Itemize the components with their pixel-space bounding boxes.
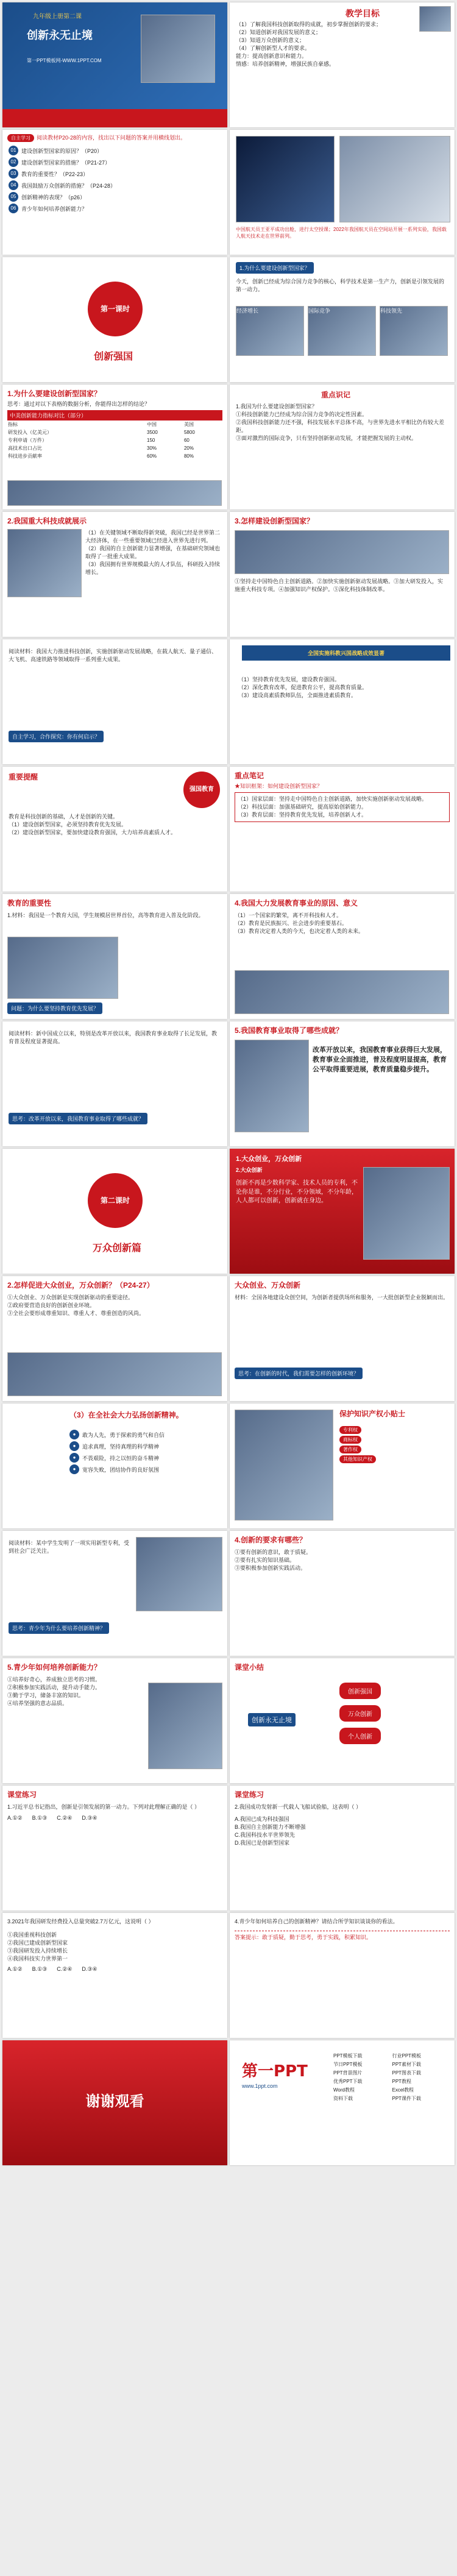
promote-title: 2.怎样促进大众创业，万众创新？（P24-27） [7, 1281, 154, 1290]
notes-item: （3）教育层面：坚持教育优先发展，培养创新人才。 [238, 812, 367, 818]
item-text: 我国鼓励万众创新的措施？（P24-28） [21, 182, 116, 189]
slide-student-invention [2, 1531, 227, 1656]
slide-education-achievements [230, 1021, 455, 1146]
brand-link[interactable]: PPT模板下载 [333, 2053, 363, 2059]
list-item [9, 146, 227, 155]
slide-mass-innovation [230, 1149, 455, 1274]
list-item [339, 1436, 378, 1444]
notes-sub: ★知识框架：如何建设创新型国家？ [235, 783, 323, 789]
table-cell: 60% [147, 453, 157, 459]
ex3-question: 3.2021年我国研发经费投入总量突破2.7万亿元，这说明（ ） [7, 1918, 154, 1925]
notes-item: （2）科技层面：加强基础研究，提高原始创新能力。 [238, 804, 367, 811]
brand-link[interactable]: 节日PPT模板 [333, 2062, 363, 2067]
table-cell: 指标 [8, 422, 18, 427]
brand-link[interactable]: PPT课件下载 [392, 2096, 422, 2101]
cover-title: 创新永无止境 [27, 29, 93, 41]
table-cell: 60 [183, 438, 190, 443]
cover-subtitle: 第一PPT模板网-WWW.1PPT.COM [27, 58, 102, 63]
slide-ip [230, 1403, 455, 1528]
notes-item: （1）国家层面：坚持走中国特色自主创新道路，加快实施创新驱动发展战略。 [238, 796, 428, 802]
list-item [339, 1455, 378, 1463]
summary-branch: 万众创新 [339, 1705, 381, 1722]
youth-title: 5.青少年如何培养创新能力？ [7, 1663, 102, 1672]
table-cell: 3500 [147, 430, 158, 435]
brand-link[interactable]: PPT素材下载 [392, 2062, 422, 2067]
item-text: 教育的重要性？（P22-23） [21, 171, 89, 177]
tag-label: 国际竞争 [308, 308, 331, 314]
ip-title: 保护知识产权小贴士 [339, 1410, 406, 1418]
list-item [9, 180, 227, 190]
slide-objectives [230, 2, 455, 127]
summary-branch: 创新强国 [339, 1683, 381, 1699]
slide-summary [230, 1658, 455, 1783]
brand-link[interactable]: PPT教程 [392, 2079, 412, 2084]
item-text: 建设创新型国家的原因？（P20） [21, 147, 103, 154]
brand-url[interactable]: www.1ppt.com [242, 2083, 278, 2089]
slide-youth [2, 1658, 227, 1783]
edu-ach-text: 改革开放以来，我国教育事业获得巨大发展，教育事业全面推进，普及程度明显提高，教育公平取得重要进展，教育质量稳步提升。 [313, 1046, 447, 1073]
mass-text: 创新不再是少数科学家、技术人员的专利，不论你是谁，不分行业，不分领域，不分年龄，人人都可以创新，创新就在身边。 [236, 1180, 358, 1204]
objectives-photo [419, 6, 451, 32]
option[interactable]: A.①② [7, 1966, 23, 1973]
item-text: 创新精神的表现？（p26） [21, 194, 86, 200]
slide-key-points [230, 385, 455, 509]
brand-link[interactable]: 资料下载 [333, 2096, 353, 2101]
table-row [7, 444, 221, 452]
tag-photo [236, 306, 304, 356]
list-item [69, 1464, 165, 1474]
item-number: 06 [9, 204, 18, 213]
reminder-text: 教育是科技创新的基础，人才是创新的关键。 （1）建设创新型国家，必须坚持教育优先发展。 （2）建设创新型国家，要加快建设教育强国，大力培养高素质人才。 [9, 814, 177, 836]
item-number: 03 [9, 169, 18, 179]
table-row [7, 452, 221, 460]
spirit-item: 不畏艰险，持之以恒的奋斗精神 [82, 1455, 160, 1461]
slide-education [2, 894, 227, 1019]
ip-list [339, 1424, 378, 1465]
item-number: 01 [9, 146, 18, 155]
ex1-question: 1.习近平总书记指出，创新是引领发展的第一动力。下列对此理解正确的是（ ） [7, 1804, 200, 1810]
ip-item: 商标权 [339, 1436, 361, 1444]
spirit-title: （3）在全社会大力弘扬创新精神。 [69, 1411, 183, 1419]
option[interactable]: B.我国自主创新能力不断增强 [235, 1824, 306, 1831]
slide-inquiry [2, 639, 227, 764]
slide-achievements [2, 512, 227, 637]
table-row [7, 436, 221, 444]
education-title: 教育的重要性 [7, 899, 52, 907]
table-cell: 150 [147, 438, 155, 443]
ex4-answer: 答案提示：敢于质疑，勤于思考，勇于实践，积累知识。 [235, 1934, 372, 1941]
table-cell: 中国 [147, 422, 157, 427]
objectives-title: 教学目标 [345, 9, 380, 18]
objective-line: （3）知道万众创新的意义； [236, 37, 305, 44]
item-text: 青少年如何培养创新能力？ [21, 205, 88, 212]
inquiry-text: 阅读材料：我国大力推进科技创新，实施创新驱动发展战略，在载人航天、量子通信、大飞机、高速铁路等领域取得一系列重大成果。 [9, 648, 218, 663]
environment-question: 思考：在创新的时代，我们需要怎样的创新环境？ [235, 1368, 363, 1379]
bullet-icon: ● [69, 1464, 79, 1474]
objectives-list [236, 21, 419, 68]
slide-why-innovate [230, 257, 455, 382]
invention-text: 阅读材料：某中学生发明了一项实用新型专利，受到社会广泛关注。 [9, 1540, 130, 1555]
space-caption: 中国航天员王亚平成功出舱，进行太空授课；2022年我国航天员在空间站开展一系列实验，我国载人航天技术走在世界前列。 [236, 227, 447, 239]
data-table [7, 420, 221, 460]
how-build-photo [235, 530, 449, 574]
self-study-list [9, 146, 227, 213]
objective-line: 能力：提高创新意识和能力。 [236, 53, 308, 60]
section2-circle [88, 1173, 143, 1228]
table-cell: 科技进步贡献率 [8, 453, 42, 459]
section-circle [88, 282, 143, 336]
environment-title: 大众创业、万众创新 [235, 1281, 301, 1290]
slide-self-study [2, 130, 227, 255]
summary-title: 课堂小结 [235, 1663, 264, 1672]
option[interactable]: B.①③ [32, 1815, 48, 1822]
brand-link[interactable]: 行业PPT模板 [392, 2053, 422, 2059]
slide-notes [230, 767, 455, 892]
list-item [9, 204, 227, 213]
invention-photo [136, 1537, 222, 1611]
table-photo [7, 480, 222, 506]
cover-photo [141, 15, 215, 83]
objective-line: （2）知道创新对我国发展的意义； [236, 29, 322, 36]
inquiry-question: 自主学习，合作探究：你有何启示？ [9, 731, 104, 742]
how-build-text: ①坚持走中国特色自主创新道路。②加快实施创新驱动发展战略。③加大研发投入，实施重大科技专项。④加强知识产权保护。⑤深化科技体制改革。 [235, 578, 444, 593]
slide-section-2 [2, 1149, 227, 1274]
table-cell: 5800 [183, 430, 195, 435]
option[interactable]: C.②④ [57, 1966, 73, 1973]
self-study-header [7, 133, 222, 142]
bullet-icon: ● [69, 1453, 79, 1463]
self-study-label: 自主学习 [7, 134, 34, 142]
option[interactable]: A.我国已成为科技强国 [235, 1816, 289, 1823]
promote-photo [7, 1352, 222, 1396]
reminder-tag [183, 772, 220, 808]
reason-title: 4.我国大力发展教育事业的原因、意义 [235, 899, 358, 907]
objective-line: （1）了解我国科技创新取得的成就，初步掌握创新的要求； [236, 21, 382, 27]
mass-t2: 2.大众创新 [236, 1167, 263, 1173]
reason-text: （1）一个国家的繁荣，离不开科技和人才。 （2）教育是民族振兴、社会进步的重要基石。 （3）教育决定着人类的今天，也决定着人类的未来。 [235, 912, 364, 935]
tag-label: 科技领先 [380, 308, 403, 314]
ex1-title: 课堂练习 [7, 1790, 37, 1799]
ex3-options [7, 1966, 222, 1973]
ip-photo [235, 1410, 333, 1520]
tag-row [236, 306, 448, 356]
edu-ach-photo [235, 1040, 309, 1132]
spirit-item: 追求真理，坚持真理的科学精神 [82, 1443, 160, 1450]
ex2-options [235, 1815, 450, 1847]
summary-branches [339, 1677, 381, 1750]
achievements-text: （1）在关键领域不断取得新突破，我国已经是世界第二大经济体，在一些重要领域已经进入世界先进行列。 （2）我国的自主创新能力显著增强，在基础研究领域也取得了一批重大成果。 （3）我国拥有世界规模最大的人才队伍，科研投入持续增长。 [85, 530, 221, 576]
list-item [9, 169, 227, 179]
reminder-tag-text: 强国教育 [190, 786, 214, 793]
brand-link[interactable]: PPT图表下载 [392, 2070, 422, 2076]
ex4-question: 4.青少年如何培养自己的创新精神？请结合所学知识谈谈你的看法。 [235, 1918, 399, 1925]
table-cell: 高技术出口占比 [8, 445, 42, 451]
option[interactable]: D.我国已是创新型国家 [235, 1840, 290, 1847]
table-cell: 美国 [183, 422, 194, 427]
slide-requirements [230, 1531, 455, 1656]
tag-photo [308, 306, 376, 356]
strategy-text: （1）坚持教育优先发展，建设教育强国。 （2）深化教育改革，促进教育公平，提高教育质量。 （3）建设高素质教师队伍，全面推进素质教育。 [238, 676, 368, 699]
slide-table [2, 385, 227, 509]
question-box: 1.为什么要建设创新型国家？ [236, 262, 314, 274]
section2-title: 万众创新篇 [93, 1243, 142, 1254]
slide-reading [2, 1021, 227, 1146]
req-text: ①要有创新的意识，敢于质疑。 ②要有扎实的知识基础。 ③要积极参加创新实践活动。 [235, 1549, 312, 1572]
brand-link[interactable]: Word教程 [333, 2087, 355, 2093]
item-number: 02 [9, 157, 18, 167]
item-number: 04 [9, 180, 18, 190]
mass-photo [363, 1167, 450, 1260]
option[interactable]: C.我国科技水平世界领先 [235, 1832, 296, 1839]
list-item [9, 157, 227, 167]
slide-brand [230, 2040, 455, 2165]
slide-education-reason [230, 894, 455, 1019]
brand-link[interactable]: Excel教程 [392, 2087, 414, 2093]
astronaut-photo [339, 136, 450, 222]
option[interactable]: B.①③ [32, 1966, 48, 1973]
brand-links [333, 2053, 449, 2102]
slide-section-1 [2, 257, 227, 382]
invention-question: 思考：青少年为什么要培养创新精神？ [9, 1622, 109, 1634]
ex2-question: 2.我国成功发射新一代载人飞船试验船，这表明（ ） [235, 1804, 362, 1810]
objective-line: 情感：培养创新精神，增强民族自豪感。 [236, 61, 335, 68]
statement: ①我国重视科技创新 [7, 1932, 57, 1939]
brand-link[interactable]: 优秀PPT下载 [333, 2079, 363, 2084]
table-cell: 80% [183, 453, 194, 459]
environment-text: 材料：全国各地建设众创空间，为创新者提供场所和服务，一大批创新型企业脱颖而出。 [235, 1294, 449, 1300]
table-cell: 专利申请（万件） [8, 438, 47, 443]
ip-item: 著作权 [339, 1446, 361, 1453]
statement: ④我国科技实力世界第一 [7, 1956, 68, 1962]
tag-label: 经济增长 [236, 308, 259, 314]
list-item [69, 1441, 165, 1451]
statement: ③我国研发投入持续增长 [7, 1948, 68, 1954]
table-cell: 30% [147, 445, 157, 451]
section2-number: 第二课时 [100, 1196, 130, 1205]
slide-promote [2, 1276, 227, 1401]
cover-footer [2, 109, 227, 127]
spirit-item: 敢为人先，勇于探索的勇气和自信 [82, 1432, 165, 1438]
table-slide-sub: 思考：通过对以下表格的数据分析，你能得出怎样的结论？ [7, 401, 151, 407]
strategy-heading: 全国实施科教兴国战略成效显著 [242, 645, 450, 661]
education-photo [7, 937, 118, 999]
option[interactable]: D.③④ [82, 1966, 97, 1973]
slide-how-build [230, 512, 455, 637]
mass-t1: 1.大众创业，万众创新 [236, 1155, 302, 1163]
grade-label: 九年级上册第二课 [33, 13, 82, 20]
ex1-options [7, 1815, 222, 1822]
slide-thanks [2, 2040, 227, 2165]
why-text: 今天，创新已经成为综合国力竞争的核心，科学技术是第一生产力，创新是引领发展的第一动力。 [236, 279, 445, 293]
reading-question: 思考：改革开放以来，我国教育事业取得了哪些成就？ [9, 1113, 147, 1124]
list-item [9, 192, 227, 202]
slide-education-strategy [230, 639, 455, 764]
reason-photo [235, 970, 449, 1014]
brand-logo: 第一PPT [242, 2062, 308, 2081]
youth-photo [148, 1683, 222, 1769]
summary-branch: 个人创新 [339, 1728, 381, 1744]
edu-ach-title: 5.我国教育事业取得了哪些成就？ [235, 1026, 344, 1035]
self-study-hint: 阅读教材P20-28的内容，找出以下问题的答案并用横线划出。 [37, 135, 186, 141]
section-number: 第一课时 [100, 305, 130, 313]
notes-list [235, 792, 450, 822]
slide-exercise-3 [2, 1913, 227, 2038]
slide-space-photo [230, 130, 455, 255]
table-slide-title: 1.为什么要建设创新型国家？ [7, 389, 102, 398]
youth-text: ①培养好奇心，养成独立思考的习惯。 ②积极参加实践活动，提升动手能力。 ③勤于学习，储备丰富的知识。 ④培养坚强的意志品质。 [7, 1677, 101, 1707]
bullet-icon: ● [69, 1441, 79, 1451]
ex3-statements [7, 1931, 222, 1962]
objective-line: （4）了解创新型人才的要求。 [236, 45, 311, 52]
achievement-photo [7, 529, 82, 597]
ex2-title: 课堂练习 [235, 1790, 264, 1799]
list-item [339, 1446, 378, 1453]
slide-environment [230, 1276, 455, 1401]
how-build-title: 3.怎样建设创新型国家？ [235, 517, 314, 525]
reading-text: 阅读材料：新中国成立以来，特别是改革开放以来，我国教育事业取得了长足发展，教育普及程度显著提高。 [9, 1031, 218, 1045]
education-question: 问题：为什么要坚持教育优先发展？ [7, 1002, 102, 1014]
tag-photo [380, 306, 448, 356]
slide-exercise-2 [230, 1786, 455, 1911]
slide-reminder [2, 767, 227, 892]
reminder-title: 重要提醒 [9, 773, 38, 781]
notes-title: 重点笔记 [235, 772, 264, 780]
brand-link[interactable]: PPT背景图片 [333, 2070, 363, 2076]
thanks-text: 谢谢观看 [85, 2093, 144, 2110]
spirit-list [69, 1428, 165, 1476]
item-text: 建设创新型国家的措施？（P21-27） [21, 159, 111, 166]
table-cell: 研发投入（亿美元） [8, 430, 52, 435]
space-photo [236, 136, 335, 222]
list-item [69, 1453, 165, 1463]
education-text: 1.材料：我国是一个教育大国，学生规模居世界首位，高等教育进入普及化阶段。 [7, 912, 204, 918]
bullet-icon: ● [69, 1430, 79, 1439]
achievements-caption: 2.我国重大科技成就展示 [7, 517, 87, 525]
slide-cover [2, 2, 227, 127]
key-text: 1.我国为什么要建设创新型国家？ ①科技创新能力已经成为综合国力竞争的决定性因素。 ②我国科技创新能力还不强，科技发展水平总体不高，与世界先进水平相比仍有较大差距。 ③面对激烈的国际竞争，只有坚持创新驱动发展，才能把握发展的主动权。 [236, 403, 445, 442]
item-number: 05 [9, 192, 18, 202]
table-row [7, 428, 221, 436]
slide-exercise-1 [2, 1786, 227, 1911]
req-title: 4.创新的要求有哪些？ [235, 1536, 307, 1544]
slide-spirit [2, 1403, 227, 1528]
option[interactable]: D.③④ [82, 1815, 97, 1822]
table-title: 中美创新能力指标对比（部分） [7, 410, 222, 420]
table-row [7, 420, 221, 428]
option[interactable]: A.①② [7, 1815, 23, 1822]
ip-item: 专利权 [339, 1426, 361, 1434]
ip-item: 其他知识产权 [339, 1455, 376, 1463]
list-item [339, 1426, 378, 1434]
slide-exercise-4 [230, 1913, 455, 2038]
spirit-item: 宽容失败，团结协作的良好氛围 [82, 1466, 160, 1473]
statement: ②我国已建成创新型国家 [7, 1940, 68, 1946]
key-title: 重点识记 [321, 391, 351, 399]
list-item [69, 1430, 165, 1439]
section-title: 创新强国 [94, 352, 133, 362]
promote-text: ①大众创业、万众创新是实现创新驱动的重要途径。 ②政府要营造良好的创新创业环境。 ③全社会要形成尊重知识、尊重人才、尊重创造的风尚。 [7, 1294, 145, 1317]
table-cell: 20% [183, 445, 194, 451]
summary-center: 创新永无止境 [248, 1713, 296, 1726]
option[interactable]: C.②④ [57, 1815, 73, 1822]
